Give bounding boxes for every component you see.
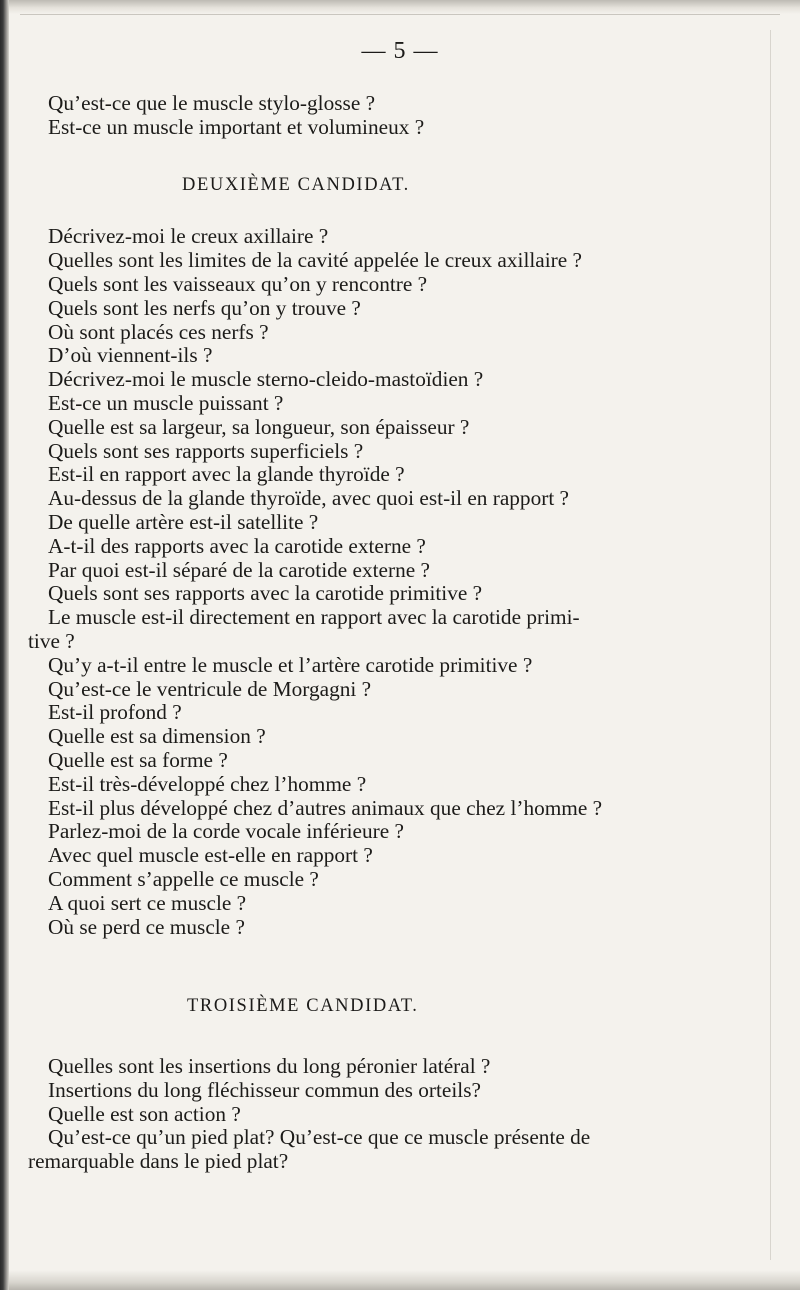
question-line: Où sont placés ces nerfs ? bbox=[48, 319, 269, 344]
question-line: Est-il profond ? bbox=[48, 700, 182, 725]
question-line: Quelle est sa largeur, sa longueur, son épaisseur ? bbox=[48, 414, 470, 439]
question-line-continuation: remarquable dans le pied plat? bbox=[28, 1149, 289, 1174]
question-line: Comment s’appelle ce muscle ? bbox=[48, 866, 319, 891]
question-line: Quelle est sa forme ? bbox=[48, 747, 228, 772]
top-page-edge bbox=[9, 0, 800, 14]
question-line: Est-ce un muscle important et volumineux ? bbox=[48, 114, 425, 139]
question-line: Quelle est sa dimension ? bbox=[48, 724, 266, 749]
question-line: Est-il en rapport avec la glande thyroïde ? bbox=[48, 462, 405, 487]
question-line: Avec quel muscle est-elle en rapport ? bbox=[48, 843, 373, 868]
question-line: Qu’est-ce le ventricule de Morgagni ? bbox=[48, 676, 372, 701]
question-line: Parlez-moi de la corde vocale inférieure ? bbox=[48, 819, 404, 844]
question-line: Quelles sont les insertions du long péronier latéral ? bbox=[48, 1054, 491, 1079]
question-line: Qu’est-ce que le muscle stylo-glosse ? bbox=[48, 91, 376, 115]
question-line: Décrivez-moi le muscle sterno-cleido-mastoïdien ? bbox=[48, 367, 484, 392]
page-number: — 5 — bbox=[361, 38, 439, 64]
question-line: Insertions du long fléchisseur commun des orteils? bbox=[48, 1077, 481, 1102]
right-margin-mark bbox=[770, 30, 771, 1260]
question-line: Le muscle est-il directement en rapport avec la carotide primi- bbox=[48, 605, 580, 630]
section-heading-troisieme: TROISIÈME CANDIDAT. bbox=[187, 996, 419, 1017]
bottom-page-edge bbox=[9, 1270, 800, 1290]
question-line: Où se perd ce muscle ? bbox=[48, 914, 245, 939]
question-line: Quels sont les vaisseaux qu’on y rencontre ? bbox=[48, 271, 428, 296]
question-line: Est-il très-développé chez l’homme ? bbox=[48, 771, 367, 796]
question-line: Est-il plus développé chez d’autres animaux que chez l’homme ? bbox=[48, 795, 603, 820]
question-line: D’où viennent-ils ? bbox=[48, 343, 213, 368]
page-body bbox=[28, 91, 768, 1174]
question-line: De quelle artère est-il satellite ? bbox=[48, 509, 319, 534]
question-line: A-t-il des rapports avec la carotide externe ? bbox=[48, 533, 426, 558]
question-line: Quels sont les nerfs qu’on y trouve ? bbox=[48, 295, 361, 320]
question-line-continuation: tive ? bbox=[28, 628, 75, 653]
question-line: A quoi sert ce muscle ? bbox=[48, 890, 247, 915]
question-line: Au-dessus de la glande thyroïde, avec quoi est-il en rapport ? bbox=[48, 486, 570, 511]
question-line: Par quoi est-il séparé de la carotide externe ? bbox=[48, 557, 430, 582]
binding-edge bbox=[0, 0, 9, 1290]
question-line: Décrivez-moi le creux axillaire ? bbox=[48, 224, 329, 249]
top-rule bbox=[20, 14, 780, 15]
question-line: Qu’est-ce qu’un pied plat? Qu’est-ce que ce muscle présente de bbox=[48, 1125, 591, 1150]
question-line: Quelles sont les limites de la cavité appelée le creux axillaire ? bbox=[48, 248, 582, 273]
question-line: Quels sont ses rapports superficiels ? bbox=[48, 438, 364, 463]
question-line: Qu’y a-t-il entre le muscle et l’artère carotide primitive ? bbox=[48, 652, 533, 677]
question-line: Est-ce un muscle puissant ? bbox=[48, 390, 284, 415]
section-heading-deuxieme: DEUXIÈME CANDIDAT. bbox=[182, 174, 410, 195]
question-line: Quelle est son action ? bbox=[48, 1101, 241, 1126]
question-line: Quels sont ses rapports avec la carotide primitive ? bbox=[48, 581, 483, 606]
